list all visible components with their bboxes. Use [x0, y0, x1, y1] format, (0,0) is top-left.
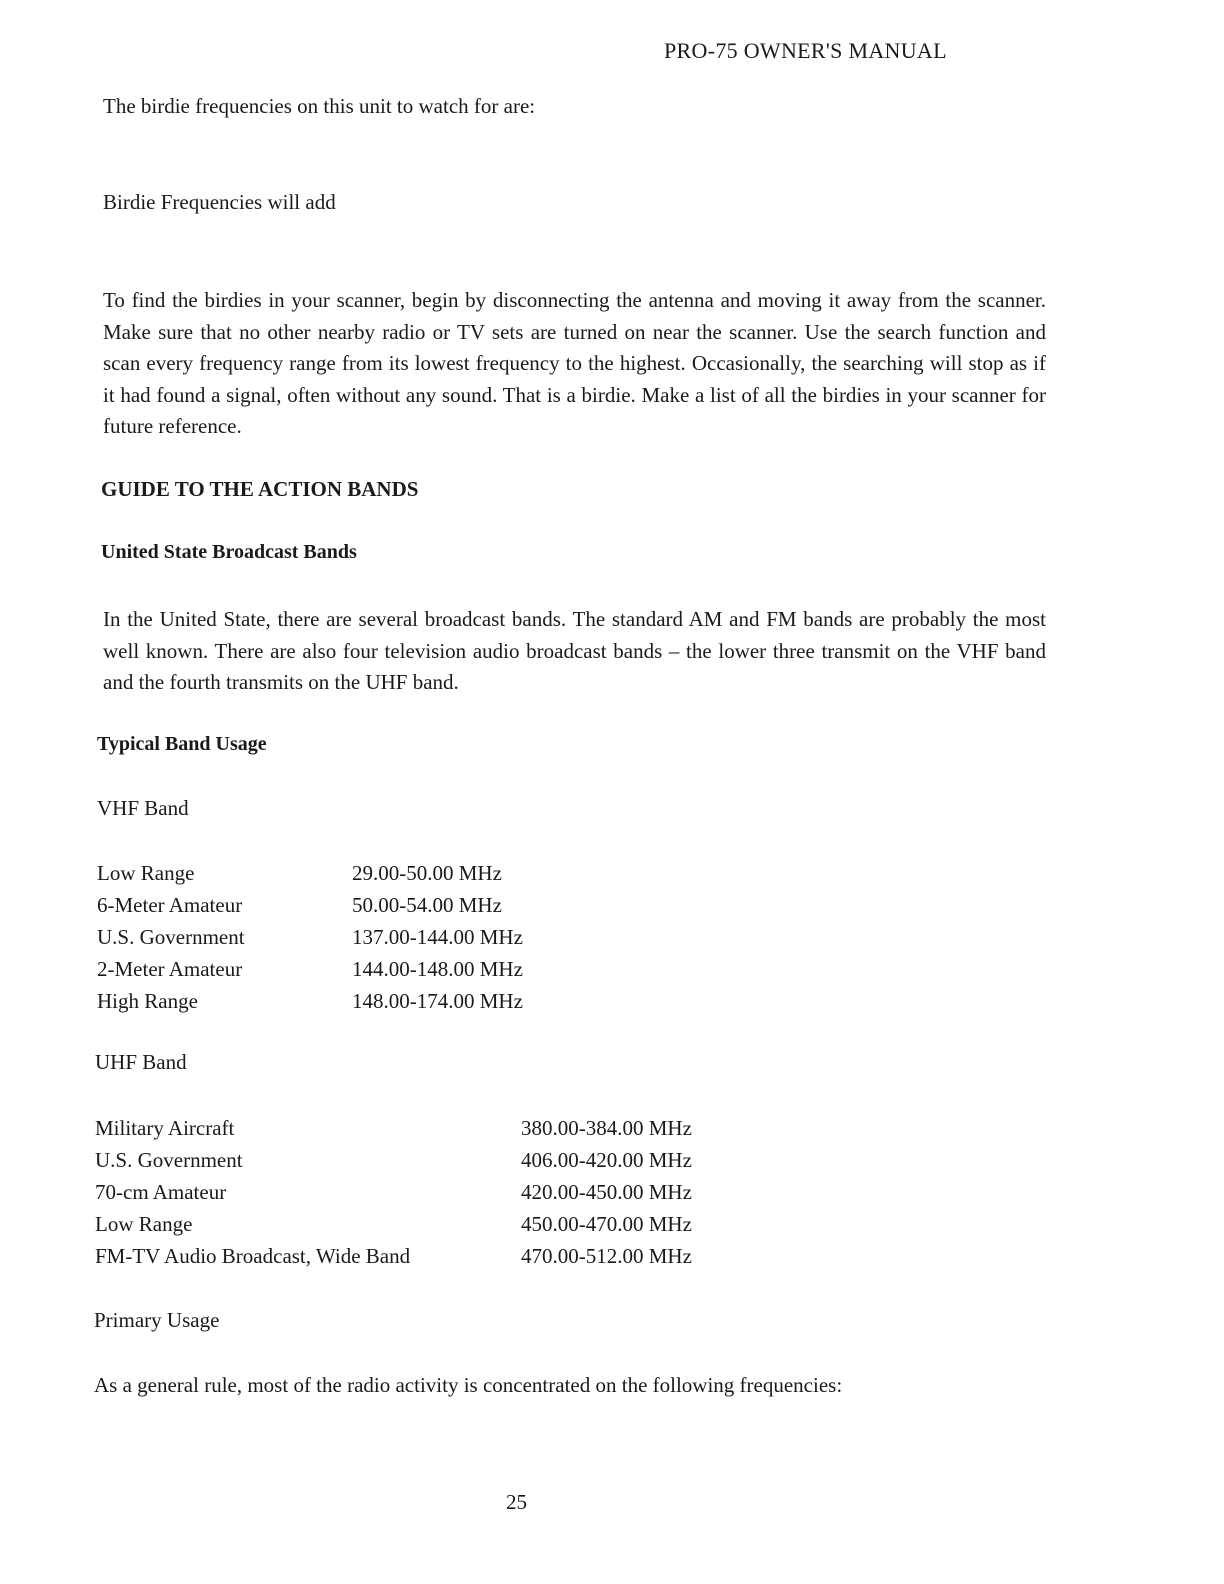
broadcast-bands-paragraph: In the United State, there are several broadcast bands. The standard AM and FM bands are probably the most well known. There are also four television audio broadcast bands – the lower three transmit on the VHF band and the fourth transmits on the UHF band.: [103, 607, 1046, 694]
band-name: FM-TV Audio Broadcast, Wide Band: [95, 1244, 411, 1268]
table-row: [95, 1208, 692, 1240]
table-row: [95, 1176, 692, 1208]
band-name: 6-Meter Amateur: [97, 893, 243, 917]
section-heading-action-bands: GUIDE TO THE ACTION BANDS: [101, 477, 419, 501]
uhf-band-label: UHF Band: [95, 1050, 187, 1074]
band-range: 144.00-148.00 MHz: [352, 957, 523, 981]
table-row: [97, 985, 523, 1017]
band-name: U.S. Government: [95, 1148, 243, 1172]
band-range: 148.00-174.00 MHz: [352, 989, 523, 1013]
table-row: [97, 921, 523, 953]
page-header-title: PRO-75 OWNER'S MANUAL: [664, 38, 947, 63]
band-range: 50.00-54.00 MHz: [352, 893, 502, 917]
band-range: 137.00-144.00 MHz: [352, 925, 523, 949]
band-name: Military Aircraft: [95, 1116, 235, 1140]
band-name: 70-cm Amateur: [95, 1180, 227, 1204]
band-name: 2-Meter Amateur: [97, 957, 243, 981]
vhf-band-table: [97, 857, 523, 1017]
table-row: [95, 1144, 692, 1176]
primary-usage-label: Primary Usage: [94, 1308, 220, 1332]
band-range: 406.00-420.00 MHz: [521, 1148, 692, 1172]
band-name: Low Range: [97, 861, 195, 885]
birdie-intro-text: The birdie frequencies on this unit to watch for are:: [103, 94, 536, 118]
subheading-us-broadcast-bands: United State Broadcast Bands: [101, 541, 357, 563]
uhf-band-table: [95, 1112, 692, 1272]
band-range: 450.00-470.00 MHz: [521, 1212, 692, 1236]
band-range: 420.00-450.00 MHz: [521, 1180, 692, 1204]
band-range: 470.00-512.00 MHz: [521, 1244, 692, 1268]
subheading-typical-band-usage: Typical Band Usage: [97, 733, 267, 755]
birdie-frequencies-label: Birdie Frequencies will add: [103, 190, 336, 214]
table-row: [97, 857, 523, 889]
band-range: 29.00-50.00 MHz: [352, 861, 502, 885]
band-name: High Range: [97, 989, 198, 1013]
band-name: Low Range: [95, 1212, 193, 1236]
vhf-band-label: VHF Band: [97, 796, 189, 820]
band-range: 380.00-384.00 MHz: [521, 1116, 692, 1140]
table-row: [97, 953, 523, 985]
page-number: 25: [506, 1490, 527, 1514]
table-row: [97, 889, 523, 921]
table-row: [95, 1112, 692, 1144]
band-name: U.S. Government: [97, 925, 245, 949]
general-rule-text: As a general rule, most of the radio activity is concentrated on the following frequencies:: [94, 1373, 843, 1397]
table-row: [95, 1240, 692, 1272]
birdie-instructions-paragraph: To find the birdies in your scanner, begin by disconnecting the antenna and moving it away from the scanner. Make sure that no other nearby radio or TV sets are turned on near the scanner. Use the search function and scan every frequency range from its lowest frequency to the highest. Occasionally, the searching will stop as if it had found a signal, often without any sound. That is a birdie. Make a list of all the birdies in your scanner for future reference.: [103, 288, 1046, 438]
